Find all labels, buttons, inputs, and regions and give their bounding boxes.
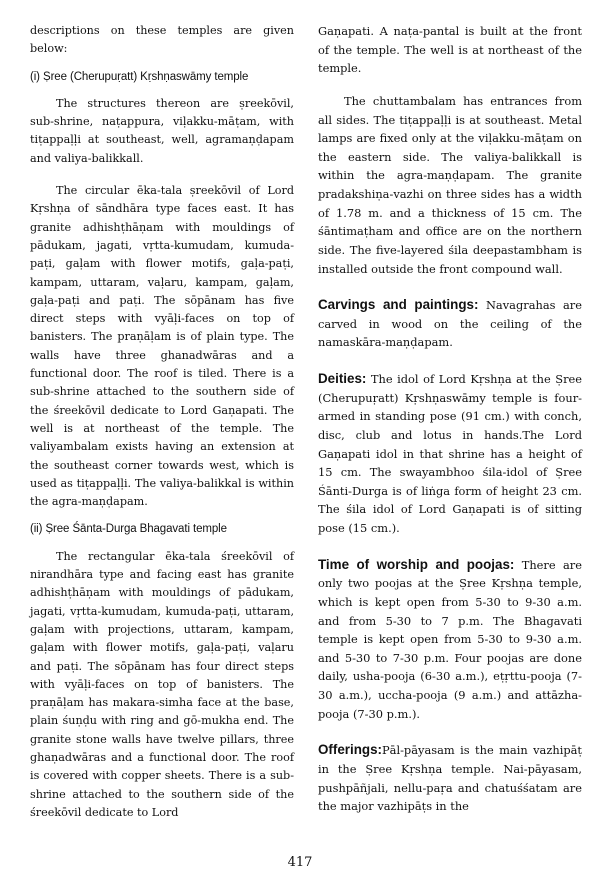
right-column bbox=[318, 22, 582, 816]
section-subheading: (i) Ṣree (Cherupuṛatt) Kṛshṇaswāmy temple bbox=[30, 70, 249, 83]
section-subheading: (ii) Ṣree Śānta-Durga Bhagavati temple bbox=[30, 523, 227, 536]
paragraph-heading: Offerings: bbox=[318, 742, 382, 758]
body-paragraph: The rectangular ēka-tala śreekōvil of nirandhāra type and facing east has granite adhishṭhāṇam with mouldings of pādukam, jagati, vṛtta-kumudam, kumuda-paṭi, uttaram, gaḷam with projections, uttaram, kampam, gaḷam with flower motifs, gaḷa-paṭi, vaḷaru and paṭi. The sōpānam has four direct steps with vyāḷi-faces on top of banisters. The praṇāḷam has makara-simha face at the base, plain śuṇḍu with ring and gō-mukha end. The granite stone walls have twelve pillars, three ghaṇadwāras and a functional door. The roof is covered with copper sheets. There is a sub-shrine attached to the southern side of the śreekōvil dedicate to Lord bbox=[30, 549, 294, 819]
headed-paragraph bbox=[318, 296, 582, 352]
body-paragraph: The circular ēka-tala ṣreekōvil of Lord Kṛshṇa of sāndhāra type faces east. It has granite adhishṭhāṇam with mouldings of pādukam, jagati, vṛtta-kumudam, kumuda-paṭi, gaḷam with flower motifs, gaḷa-paṭi, kampam, uttaram, vaḷaru, kampam, gaḷam, gaḷa-paṭi and paṭi. The sōpānam has five direct steps with vyāḷi-faces on top of banisters. The praṇāḷam is of plain type. The walls have three ghanadwāras and a functional door. The roof is tiled. There is a sub-shrine attached to the southern side of the śreekōvil dedicate to Lord Gaṇapati. The well is at northeast of the temple. The valiyambalam exists having an extension at the southeast corner towards west, which is used as tiṭappaḷḷi. The valiya-balikkal is within the agra-maṇḍapam. bbox=[30, 184, 294, 509]
body-paragraph: The chuttambalam has entrances from all sides. The tiṭappaḷḷi is at southeast. Metal lamps are fixed only at the viḷakku-māṭam on the eastern side. The valiya-balikkall is within the agra-maṇḍapam. The granite pradakshiṇa-vazhi on three sides has a width of 1.78 m. and a thickness of 15 cm. The śāntimaṭham and office are on the northern side. The five-layered śila deepastambham is installed outside the front compound wall. bbox=[318, 93, 582, 276]
body-paragraph: descriptions on these temples are given below: bbox=[30, 24, 294, 56]
headed-paragraph bbox=[318, 556, 582, 724]
paragraph-heading: Time of worship and poojas: bbox=[318, 556, 515, 572]
paragraph-text: There are only two poojas at the Ṣree Kṛshṇa temple, which is kept open from 5-30 to 9-30 a.m. and from 5-30 to 7 p.m. The Bhagavati temple is kept open from 5-30 to 9-30 a.m. and 5-30 to 7-30 p.m. Four poojas are done daily, usha-pooja (6-30 a.m.), eṭṛttu-pooja (7-30 a.m.), uccha-pooja (9 a.m.) and attāzha-pooja (7-30 p.m.). bbox=[318, 557, 582, 721]
body-paragraph: The structures thereon are ṣreekōvil, sub-shrine, naṭappura, viḷakku-māṭam, with tiṭappaḷḷi at southeast, well, agramaṇḍapam and valiya-balikkall. bbox=[30, 96, 294, 165]
paragraph-text: Pāl-pāyasam is the main vazhipāṭ in the Ṣree Kṛshṇa temple. Nai-pāyasam, pushpāñjali, nellu-paṛa and chatuśśatam are the major vazhipāṭs in the bbox=[318, 743, 582, 814]
paragraph-heading: Carvings and paintings: bbox=[318, 297, 479, 313]
paragraph-text: Navagrahas are carved in wood on the ceiling of the namaskāra-maṇḍapam. bbox=[318, 298, 582, 350]
left-column bbox=[30, 22, 294, 822]
page-number: 417 bbox=[287, 855, 313, 870]
body-paragraph: Gaṇapati. A naṭa-pantal is built at the front of the temple. The well is at northeast of the temple. bbox=[318, 24, 582, 76]
headed-paragraph bbox=[318, 370, 582, 538]
headed-paragraph bbox=[318, 741, 582, 816]
paragraph-text: The idol of Lord Kṛshṇa at the Ṣree (Cherupuṛatt) Kṛshṇaswāmy temple is four-armed in standing pose (91 cm.) with conch, disc, club and lotus in hands.The Lord Gaṇapati idol in that shrine has a height of 15 cm. The swayambhoo śila-idol of Ṣree Śānti-Durga is of liṅga form of height 23 cm. The śila idol of Lord Gaṇapati is of sitting pose (15 cm.). bbox=[318, 372, 582, 535]
paragraph-heading: Deities: bbox=[318, 371, 367, 386]
